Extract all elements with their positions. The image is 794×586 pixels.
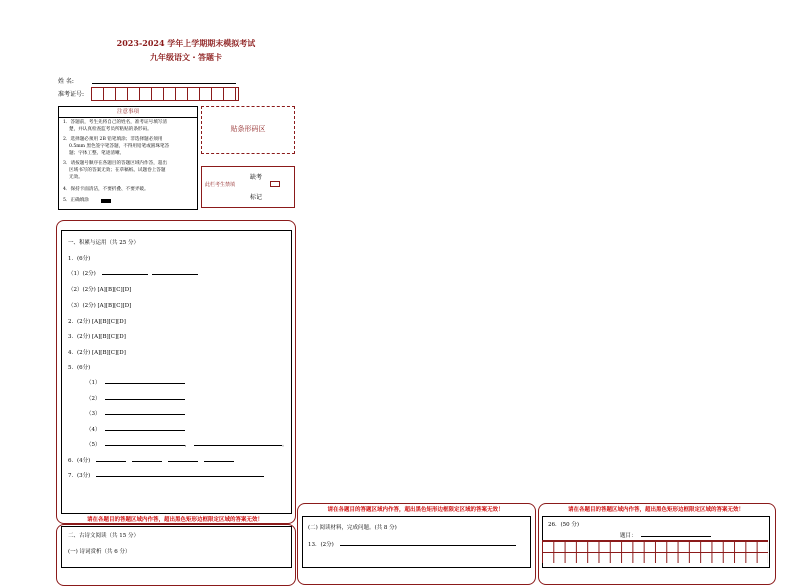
filled-mark-example bbox=[101, 199, 111, 203]
answer-blank[interactable] bbox=[96, 471, 264, 477]
sub-label: （1） bbox=[86, 380, 101, 386]
notes-heading: 注意事项 bbox=[59, 107, 197, 118]
question-3[interactable]: 3．(2分) [A][B][C][D] bbox=[68, 334, 126, 340]
answer-blank[interactable] bbox=[105, 440, 185, 446]
question-7 bbox=[68, 471, 264, 479]
question-1-1-label: （1）(2分) bbox=[68, 271, 96, 277]
composition-title bbox=[620, 531, 711, 539]
question-5-5 bbox=[86, 440, 288, 448]
id-digit-cell[interactable] bbox=[116, 88, 128, 100]
comma: ， bbox=[184, 442, 191, 448]
notes-box bbox=[58, 106, 198, 210]
id-label: 准考证号: bbox=[58, 91, 85, 98]
id-digit-cell[interactable] bbox=[188, 88, 200, 100]
question-6 bbox=[68, 456, 234, 464]
id-digit-cell[interactable] bbox=[92, 88, 104, 100]
answer-blank[interactable] bbox=[105, 394, 185, 400]
question-5-1 bbox=[86, 378, 185, 386]
section-1-heading: 一、积累与运用（共 25 分） bbox=[68, 240, 139, 246]
note-line: 楚，并认真检查监考员所粘贴的条形码。 bbox=[69, 127, 152, 132]
answer-blank[interactable] bbox=[194, 440, 282, 446]
id-digit-cell[interactable] bbox=[104, 88, 116, 100]
question-1-1 bbox=[68, 269, 198, 277]
id-number-grid[interactable] bbox=[91, 87, 239, 101]
question-5-2 bbox=[86, 394, 185, 402]
note-line: 4．保持卡面清洁，不要折叠、不要弄破。 bbox=[63, 187, 149, 192]
name-field[interactable] bbox=[92, 83, 236, 84]
sub-label: （2） bbox=[86, 396, 101, 402]
warning-text: 请在各题目的答题区域内作答，超出黑色矩形边框限定区域的答案无效！ bbox=[327, 507, 504, 513]
answer-blank[interactable] bbox=[168, 456, 198, 462]
barcode-label: 贴条形码区 bbox=[230, 125, 266, 133]
exam-subtitle: 九年级语文・答题卡 bbox=[150, 52, 222, 62]
absent-checkbox[interactable] bbox=[270, 181, 280, 187]
id-digit-cell[interactable] bbox=[212, 88, 224, 100]
question-2[interactable]: 2．(2分) [A][B][C][D] bbox=[68, 319, 126, 325]
period: 。 bbox=[282, 442, 288, 448]
question-7-label: 7．(3分) bbox=[68, 473, 91, 479]
question-1-2[interactable]: （2）(2分) [A][B][C][D] bbox=[68, 287, 132, 293]
absent-label: 缺考 bbox=[250, 174, 263, 181]
note-line: 3．请按题号顺序在各题目的答题区域内作答，超出 bbox=[63, 161, 167, 166]
topic-label: 题目： bbox=[620, 533, 637, 539]
question-5-3 bbox=[86, 409, 185, 417]
answer-blank[interactable] bbox=[96, 456, 126, 462]
note-line: 区域书写的答案无效；在草稿纸、试题卷上答题 bbox=[69, 168, 166, 173]
id-digit-cell[interactable] bbox=[176, 88, 188, 100]
question-5-4 bbox=[86, 425, 185, 433]
barcode-area bbox=[201, 106, 295, 154]
id-digit-cell[interactable] bbox=[152, 88, 164, 100]
absent-note: 此栏考生禁填 bbox=[205, 182, 236, 188]
absent-box bbox=[201, 166, 295, 208]
answer-blank[interactable] bbox=[204, 456, 234, 462]
question-6-label: 6．(4分) bbox=[68, 458, 91, 464]
question-1-3[interactable]: （3）(2分) [A][B][C][D] bbox=[68, 303, 132, 309]
answer-blank[interactable] bbox=[105, 409, 185, 415]
answer-blank[interactable] bbox=[105, 425, 185, 431]
note-line: 0.5mm 黑色签字笔答题，不得用铅笔或圆珠笔答 bbox=[69, 144, 170, 149]
warning-text: 请在各题目的答题区域内作答，超出黑色矩形边框限定区域的答案无效！ bbox=[86, 517, 263, 523]
note-line: 2．选择题必须用 2B 铅笔填涂；非选择题必须用 bbox=[63, 137, 163, 142]
question-26: 26．(50 分) bbox=[548, 522, 580, 528]
answer-blank[interactable] bbox=[132, 456, 162, 462]
question-4[interactable]: 4．(2分) [A][B][C][D] bbox=[68, 350, 126, 356]
sub-label: （5） bbox=[86, 442, 101, 448]
id-digit-cell[interactable] bbox=[164, 88, 176, 100]
absent-mark-label: 标记 bbox=[250, 194, 263, 201]
id-digit-cell[interactable] bbox=[224, 88, 236, 100]
composition-grid[interactable] bbox=[542, 540, 768, 563]
question-13 bbox=[308, 540, 516, 548]
note-line: 1．答题前，考生先将自己的姓名，准考证号填写清 bbox=[63, 120, 167, 125]
section-2-sub: (一) 诗词赏析（共 6 分） bbox=[68, 549, 131, 555]
warning-text: 请在各题目的答题区域内作答，超出黑色矩形边框限定区域的答案无效！ bbox=[567, 507, 744, 513]
name-label: 姓 名: bbox=[58, 78, 74, 85]
answer-blank[interactable] bbox=[340, 540, 516, 546]
question-1: 1．(6分) bbox=[68, 256, 91, 262]
question-13-label: 13．(2分) bbox=[308, 542, 334, 548]
answer-blank[interactable] bbox=[105, 378, 185, 384]
exam-title: 2023-2024 学年上学期期末模拟考试 bbox=[116, 38, 256, 48]
question-5: 5．(6分) bbox=[68, 365, 91, 371]
answer-blank[interactable] bbox=[102, 269, 148, 275]
section-2-heading: 二、古诗文阅读（共 15 分） bbox=[68, 533, 139, 539]
answer-blank[interactable] bbox=[152, 269, 198, 275]
id-digit-cell[interactable] bbox=[128, 88, 140, 100]
middle-heading: (二) 阅读材料，完成问题。(共 8 分) bbox=[308, 525, 397, 531]
sub-label: （3） bbox=[86, 411, 101, 417]
title-blank[interactable] bbox=[641, 531, 711, 537]
note-line: 5．正确填涂 bbox=[63, 198, 89, 203]
note-line: 无效。 bbox=[69, 175, 83, 180]
sub-label: （4） bbox=[86, 427, 101, 433]
id-digit-cell[interactable] bbox=[140, 88, 152, 100]
note-line: 题；字体工整、笔迹清晰。 bbox=[69, 151, 125, 156]
id-digit-cell[interactable] bbox=[200, 88, 212, 100]
